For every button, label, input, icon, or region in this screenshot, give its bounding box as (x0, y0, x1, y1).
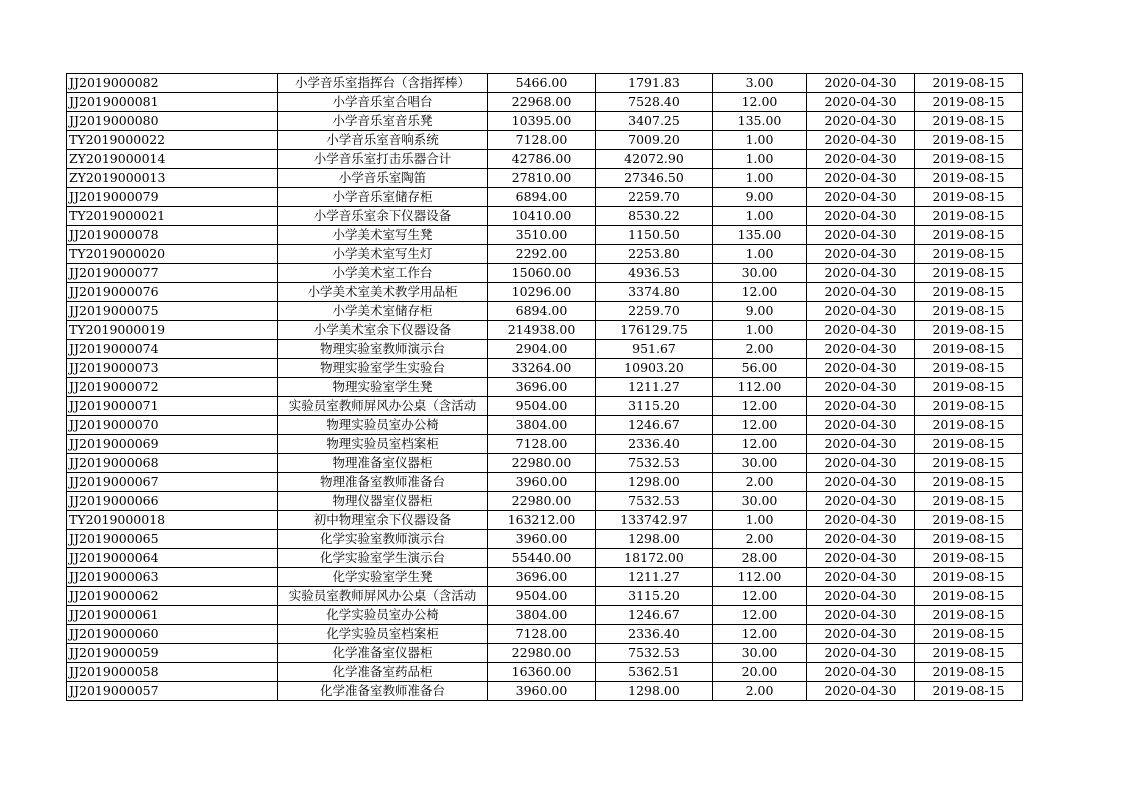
asset-name-cell: 化学准备室药品柜 (278, 663, 488, 682)
asset-name-cell: 化学准备室教师准备台 (278, 682, 488, 701)
asset-code-cell: JJ2019000067 (67, 473, 278, 492)
table-row (67, 549, 1023, 568)
date-cell: 2020-04-30 (807, 511, 915, 530)
table-row (67, 625, 1023, 644)
original-value-cell: 2292.00 (488, 245, 596, 264)
asset-code-cell: ZY2019000013 (67, 169, 278, 188)
quantity-cell: 135.00 (713, 112, 807, 131)
asset-code-cell: JJ2019000069 (67, 435, 278, 454)
table-row (67, 245, 1023, 264)
date-cell: 2020-04-30 (807, 378, 915, 397)
date-cell: 2020-04-30 (807, 188, 915, 207)
net-value-cell: 7532.53 (596, 644, 713, 663)
asset-name-cell: 化学实验员室办公椅 (278, 606, 488, 625)
acquired-date-cell: 2019-08-15 (915, 378, 1023, 397)
net-value-cell: 1298.00 (596, 473, 713, 492)
original-value-cell: 3804.00 (488, 606, 596, 625)
original-value-cell: 22980.00 (488, 644, 596, 663)
acquired-date-cell: 2019-08-15 (915, 245, 1023, 264)
original-value-cell: 10410.00 (488, 207, 596, 226)
quantity-cell: 135.00 (713, 226, 807, 245)
asset-code-cell: JJ2019000070 (67, 416, 278, 435)
acquired-date-cell: 2019-08-15 (915, 169, 1023, 188)
original-value-cell: 3696.00 (488, 568, 596, 587)
asset-name-cell: 小学美术室储存柜 (278, 302, 488, 321)
quantity-cell: 1.00 (713, 169, 807, 188)
net-value-cell: 1791.83 (596, 74, 713, 93)
net-value-cell: 7532.53 (596, 454, 713, 473)
quantity-cell: 30.00 (713, 644, 807, 663)
original-value-cell: 7128.00 (488, 435, 596, 454)
net-value-cell: 42072.90 (596, 150, 713, 169)
asset-name-cell: 小学音乐室打击乐器合计 (278, 150, 488, 169)
table-row (67, 416, 1023, 435)
asset-code-cell: JJ2019000073 (67, 359, 278, 378)
asset-name-cell: 物理实验室教师演示台 (278, 340, 488, 359)
quantity-cell: 12.00 (713, 587, 807, 606)
net-value-cell: 4936.53 (596, 264, 713, 283)
acquired-date-cell: 2019-08-15 (915, 435, 1023, 454)
asset-name-cell: 小学美术室美术教学用品柜 (278, 283, 488, 302)
asset-code-cell: JJ2019000078 (67, 226, 278, 245)
asset-name-cell: 物理准备室教师准备台 (278, 473, 488, 492)
acquired-date-cell: 2019-08-15 (915, 226, 1023, 245)
asset-name-cell: 物理实验员室档案柜 (278, 435, 488, 454)
asset-name-cell: 化学实验室学生凳 (278, 568, 488, 587)
acquired-date-cell: 2019-08-15 (915, 188, 1023, 207)
net-value-cell: 1150.50 (596, 226, 713, 245)
quantity-cell: 1.00 (713, 511, 807, 530)
net-value-cell: 7532.53 (596, 492, 713, 511)
net-value-cell: 1211.27 (596, 568, 713, 587)
asset-name-cell: 物理实验室学生凳 (278, 378, 488, 397)
quantity-cell: 2.00 (713, 530, 807, 549)
original-value-cell: 42786.00 (488, 150, 596, 169)
net-value-cell: 10903.20 (596, 359, 713, 378)
quantity-cell: 1.00 (713, 131, 807, 150)
net-value-cell: 2259.70 (596, 188, 713, 207)
net-value-cell: 1246.67 (596, 606, 713, 625)
original-value-cell: 9504.00 (488, 397, 596, 416)
original-value-cell: 33264.00 (488, 359, 596, 378)
acquired-date-cell: 2019-08-15 (915, 625, 1023, 644)
asset-name-cell: 小学音乐室音响系统 (278, 131, 488, 150)
asset-code-cell: JJ2019000077 (67, 264, 278, 283)
asset-code-cell: JJ2019000074 (67, 340, 278, 359)
date-cell: 2020-04-30 (807, 321, 915, 340)
date-cell: 2020-04-30 (807, 302, 915, 321)
acquired-date-cell: 2019-08-15 (915, 587, 1023, 606)
table-row (67, 226, 1023, 245)
table-row (67, 302, 1023, 321)
asset-table-sheet (66, 73, 1023, 701)
date-cell: 2020-04-30 (807, 682, 915, 701)
table-row (67, 454, 1023, 473)
net-value-cell: 27346.50 (596, 169, 713, 188)
original-value-cell: 22968.00 (488, 93, 596, 112)
quantity-cell: 28.00 (713, 549, 807, 568)
table-row (67, 74, 1023, 93)
net-value-cell: 1298.00 (596, 530, 713, 549)
asset-code-cell: JJ2019000062 (67, 587, 278, 606)
original-value-cell: 55440.00 (488, 549, 596, 568)
acquired-date-cell: 2019-08-15 (915, 454, 1023, 473)
original-value-cell: 10296.00 (488, 283, 596, 302)
quantity-cell: 2.00 (713, 682, 807, 701)
asset-name-cell: 小学音乐室音乐凳 (278, 112, 488, 131)
original-value-cell: 3960.00 (488, 682, 596, 701)
asset-name-cell: 小学美术室余下仪器设备 (278, 321, 488, 340)
quantity-cell: 1.00 (713, 245, 807, 264)
original-value-cell: 5466.00 (488, 74, 596, 93)
date-cell: 2020-04-30 (807, 169, 915, 188)
original-value-cell: 3510.00 (488, 226, 596, 245)
date-cell: 2020-04-30 (807, 416, 915, 435)
date-cell: 2020-04-30 (807, 245, 915, 264)
table-row (67, 530, 1023, 549)
table-row (67, 682, 1023, 701)
original-value-cell: 6894.00 (488, 188, 596, 207)
original-value-cell: 214938.00 (488, 321, 596, 340)
acquired-date-cell: 2019-08-15 (915, 264, 1023, 283)
acquired-date-cell: 2019-08-15 (915, 74, 1023, 93)
date-cell: 2020-04-30 (807, 112, 915, 131)
net-value-cell: 1246.67 (596, 416, 713, 435)
table-row (67, 207, 1023, 226)
quantity-cell: 12.00 (713, 416, 807, 435)
asset-name-cell: 化学准备室仪器柜 (278, 644, 488, 663)
table-row (67, 321, 1023, 340)
acquired-date-cell: 2019-08-15 (915, 663, 1023, 682)
table-row (67, 492, 1023, 511)
date-cell: 2020-04-30 (807, 454, 915, 473)
acquired-date-cell: 2019-08-15 (915, 207, 1023, 226)
acquired-date-cell: 2019-08-15 (915, 549, 1023, 568)
asset-code-cell: JJ2019000072 (67, 378, 278, 397)
acquired-date-cell: 2019-08-15 (915, 568, 1023, 587)
acquired-date-cell: 2019-08-15 (915, 416, 1023, 435)
acquired-date-cell: 2019-08-15 (915, 93, 1023, 112)
date-cell: 2020-04-30 (807, 549, 915, 568)
acquired-date-cell: 2019-08-15 (915, 644, 1023, 663)
asset-name-cell: 化学实验室教师演示台 (278, 530, 488, 549)
asset-name-cell: 小学美术室写生凳 (278, 226, 488, 245)
quantity-cell: 3.00 (713, 74, 807, 93)
asset-name-cell: 小学音乐室陶笛 (278, 169, 488, 188)
net-value-cell: 3115.20 (596, 587, 713, 606)
date-cell: 2020-04-30 (807, 359, 915, 378)
quantity-cell: 1.00 (713, 207, 807, 226)
date-cell: 2020-04-30 (807, 93, 915, 112)
date-cell: 2020-04-30 (807, 435, 915, 454)
quantity-cell: 12.00 (713, 625, 807, 644)
asset-code-cell: TY2019000019 (67, 321, 278, 340)
date-cell: 2020-04-30 (807, 530, 915, 549)
net-value-cell: 5362.51 (596, 663, 713, 682)
asset-code-cell: JJ2019000057 (67, 682, 278, 701)
date-cell: 2020-04-30 (807, 397, 915, 416)
net-value-cell: 3374.80 (596, 283, 713, 302)
asset-name-cell: 小学音乐室合唱台 (278, 93, 488, 112)
table-row (67, 150, 1023, 169)
table-row (67, 644, 1023, 663)
date-cell: 2020-04-30 (807, 606, 915, 625)
table-row (67, 397, 1023, 416)
acquired-date-cell: 2019-08-15 (915, 492, 1023, 511)
quantity-cell: 12.00 (713, 283, 807, 302)
table-row (67, 264, 1023, 283)
quantity-cell: 30.00 (713, 454, 807, 473)
net-value-cell: 2259.70 (596, 302, 713, 321)
date-cell: 2020-04-30 (807, 74, 915, 93)
asset-code-cell: JJ2019000075 (67, 302, 278, 321)
original-value-cell: 22980.00 (488, 454, 596, 473)
quantity-cell: 12.00 (713, 606, 807, 625)
asset-name-cell: 小学音乐室储存柜 (278, 188, 488, 207)
original-value-cell: 27810.00 (488, 169, 596, 188)
table-row (67, 473, 1023, 492)
original-value-cell: 7128.00 (488, 131, 596, 150)
table-row (67, 131, 1023, 150)
quantity-cell: 56.00 (713, 359, 807, 378)
asset-code-cell: TY2019000022 (67, 131, 278, 150)
original-value-cell: 16360.00 (488, 663, 596, 682)
quantity-cell: 112.00 (713, 568, 807, 587)
asset-code-cell: JJ2019000065 (67, 530, 278, 549)
asset-name-cell: 物理实验室学生实验台 (278, 359, 488, 378)
acquired-date-cell: 2019-08-15 (915, 397, 1023, 416)
net-value-cell: 133742.97 (596, 511, 713, 530)
quantity-cell: 12.00 (713, 397, 807, 416)
table-row (67, 283, 1023, 302)
net-value-cell: 1298.00 (596, 682, 713, 701)
acquired-date-cell: 2019-08-15 (915, 283, 1023, 302)
net-value-cell: 8530.22 (596, 207, 713, 226)
date-cell: 2020-04-30 (807, 131, 915, 150)
table-row (67, 568, 1023, 587)
quantity-cell: 9.00 (713, 188, 807, 207)
original-value-cell: 3804.00 (488, 416, 596, 435)
asset-code-cell: JJ2019000071 (67, 397, 278, 416)
acquired-date-cell: 2019-08-15 (915, 473, 1023, 492)
net-value-cell: 3115.20 (596, 397, 713, 416)
date-cell: 2020-04-30 (807, 473, 915, 492)
asset-name-cell: 化学实验员室档案柜 (278, 625, 488, 644)
quantity-cell: 2.00 (713, 340, 807, 359)
date-cell: 2020-04-30 (807, 283, 915, 302)
quantity-cell: 9.00 (713, 302, 807, 321)
date-cell: 2020-04-30 (807, 207, 915, 226)
asset-code-cell: JJ2019000061 (67, 606, 278, 625)
net-value-cell: 3407.25 (596, 112, 713, 131)
quantity-cell: 2.00 (713, 473, 807, 492)
net-value-cell: 1211.27 (596, 378, 713, 397)
original-value-cell: 3960.00 (488, 530, 596, 549)
table-row (67, 587, 1023, 606)
asset-code-cell: JJ2019000058 (67, 663, 278, 682)
table-row (67, 606, 1023, 625)
net-value-cell: 7009.20 (596, 131, 713, 150)
asset-name-cell: 物理实验员室办公椅 (278, 416, 488, 435)
original-value-cell: 7128.00 (488, 625, 596, 644)
date-cell: 2020-04-30 (807, 150, 915, 169)
date-cell: 2020-04-30 (807, 663, 915, 682)
quantity-cell: 1.00 (713, 150, 807, 169)
table-row (67, 511, 1023, 530)
acquired-date-cell: 2019-08-15 (915, 321, 1023, 340)
asset-code-cell: JJ2019000059 (67, 644, 278, 663)
asset-name-cell: 实验员室教师屏风办公桌（含活动 (278, 397, 488, 416)
original-value-cell: 3960.00 (488, 473, 596, 492)
original-value-cell: 22980.00 (488, 492, 596, 511)
table-row (67, 663, 1023, 682)
original-value-cell: 2904.00 (488, 340, 596, 359)
quantity-cell: 30.00 (713, 264, 807, 283)
net-value-cell: 18172.00 (596, 549, 713, 568)
asset-code-cell: TY2019000020 (67, 245, 278, 264)
original-value-cell: 15060.00 (488, 264, 596, 283)
asset-name-cell: 小学音乐室指挥台（含指挥棒） (278, 74, 488, 93)
net-value-cell: 176129.75 (596, 321, 713, 340)
asset-table-body (67, 74, 1023, 701)
acquired-date-cell: 2019-08-15 (915, 302, 1023, 321)
table-row (67, 93, 1023, 112)
asset-name-cell: 小学美术室工作台 (278, 264, 488, 283)
asset-name-cell: 物理准备室仪器柜 (278, 454, 488, 473)
asset-name-cell: 小学音乐室余下仪器设备 (278, 207, 488, 226)
table-row (67, 340, 1023, 359)
asset-code-cell: JJ2019000076 (67, 283, 278, 302)
acquired-date-cell: 2019-08-15 (915, 112, 1023, 131)
net-value-cell: 2336.40 (596, 625, 713, 644)
table-row (67, 188, 1023, 207)
asset-code-cell: JJ2019000081 (67, 93, 278, 112)
original-value-cell: 6894.00 (488, 302, 596, 321)
asset-code-cell: TY2019000018 (67, 511, 278, 530)
table-row (67, 378, 1023, 397)
asset-code-cell: JJ2019000080 (67, 112, 278, 131)
date-cell: 2020-04-30 (807, 492, 915, 511)
table-row (67, 435, 1023, 454)
net-value-cell: 2253.80 (596, 245, 713, 264)
acquired-date-cell: 2019-08-15 (915, 682, 1023, 701)
acquired-date-cell: 2019-08-15 (915, 340, 1023, 359)
table-row (67, 359, 1023, 378)
asset-name-cell: 实验员室教师屏风办公桌（含活动 (278, 587, 488, 606)
quantity-cell: 12.00 (713, 93, 807, 112)
acquired-date-cell: 2019-08-15 (915, 606, 1023, 625)
quantity-cell: 1.00 (713, 321, 807, 340)
asset-code-cell: JJ2019000068 (67, 454, 278, 473)
asset-code-cell: TY2019000021 (67, 207, 278, 226)
asset-name-cell: 小学美术室写生灯 (278, 245, 488, 264)
asset-name-cell: 化学实验室学生演示台 (278, 549, 488, 568)
acquired-date-cell: 2019-08-15 (915, 511, 1023, 530)
asset-code-cell: JJ2019000079 (67, 188, 278, 207)
original-value-cell: 10395.00 (488, 112, 596, 131)
net-value-cell: 2336.40 (596, 435, 713, 454)
acquired-date-cell: 2019-08-15 (915, 131, 1023, 150)
table-row (67, 112, 1023, 131)
quantity-cell: 30.00 (713, 492, 807, 511)
asset-name-cell: 物理仪器室仪器柜 (278, 492, 488, 511)
original-value-cell: 3696.00 (488, 378, 596, 397)
acquired-date-cell: 2019-08-15 (915, 150, 1023, 169)
original-value-cell: 9504.00 (488, 587, 596, 606)
asset-table (66, 73, 1023, 701)
quantity-cell: 112.00 (713, 378, 807, 397)
date-cell: 2020-04-30 (807, 625, 915, 644)
asset-code-cell: JJ2019000082 (67, 74, 278, 93)
date-cell: 2020-04-30 (807, 340, 915, 359)
date-cell: 2020-04-30 (807, 264, 915, 283)
date-cell: 2020-04-30 (807, 644, 915, 663)
asset-code-cell: JJ2019000063 (67, 568, 278, 587)
acquired-date-cell: 2019-08-15 (915, 530, 1023, 549)
quantity-cell: 20.00 (713, 663, 807, 682)
quantity-cell: 12.00 (713, 435, 807, 454)
acquired-date-cell: 2019-08-15 (915, 359, 1023, 378)
date-cell: 2020-04-30 (807, 226, 915, 245)
date-cell: 2020-04-30 (807, 568, 915, 587)
asset-code-cell: ZY2019000014 (67, 150, 278, 169)
original-value-cell: 163212.00 (488, 511, 596, 530)
asset-name-cell: 初中物理室余下仪器设备 (278, 511, 488, 530)
asset-code-cell: JJ2019000064 (67, 549, 278, 568)
asset-code-cell: JJ2019000066 (67, 492, 278, 511)
asset-code-cell: JJ2019000060 (67, 625, 278, 644)
net-value-cell: 7528.40 (596, 93, 713, 112)
table-row (67, 169, 1023, 188)
net-value-cell: 951.67 (596, 340, 713, 359)
date-cell: 2020-04-30 (807, 587, 915, 606)
